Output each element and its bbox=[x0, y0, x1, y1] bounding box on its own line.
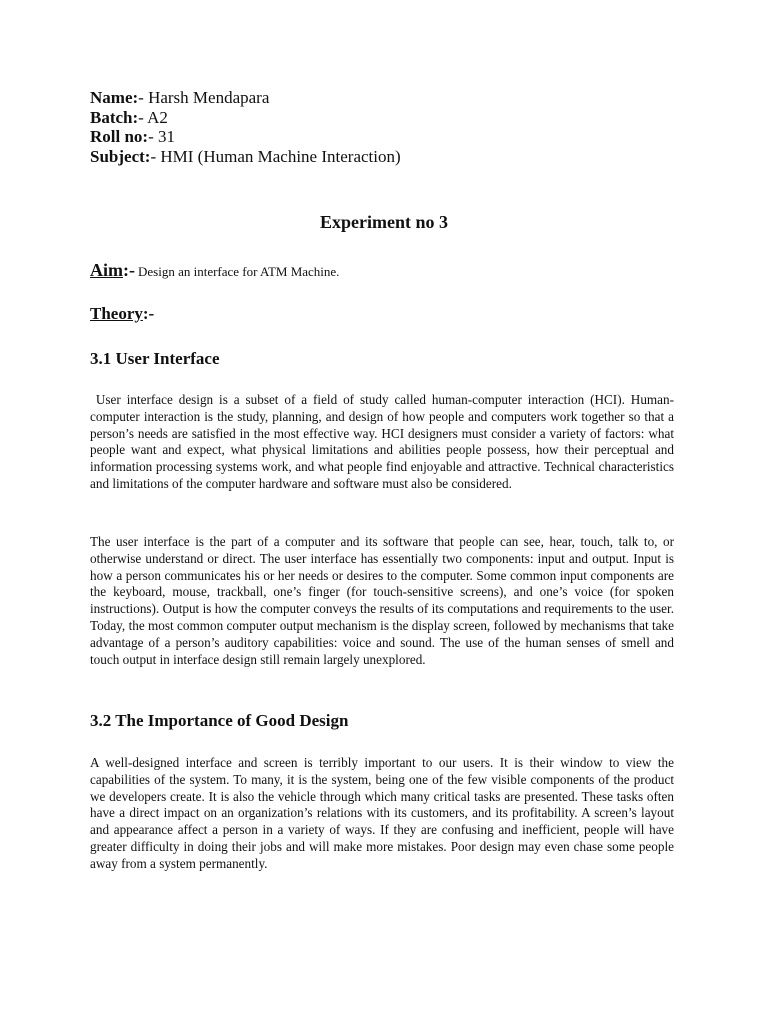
paragraph: A well-designed interface and screen is terribly important to our users. It is their window to view the capabilities of the system. To many, it is the system, being one of the few visible components of the product we developers create. It is also the vehicle through which many critical tasks are presented. These tasks often have a direct impact on an organization’s relations with its customers, and its profitability. A screen’s layout and appearance affect a person in a variety of ways. If they are confusing and inefficient, people will have greater difficulty in doing their jobs and will make more mistakes. Poor design may even chase some people away from a system permanently. bbox=[90, 755, 674, 871]
paragraph bbox=[90, 392, 674, 493]
aim-label: Aim bbox=[90, 260, 123, 280]
roll-line bbox=[90, 127, 590, 147]
student-info bbox=[90, 88, 590, 166]
theory-suffix: :- bbox=[142, 304, 155, 323]
name-value: - Harsh Mendapara bbox=[138, 88, 270, 107]
paragraph: The user interface is the part of a computer and its software that people can see, hear, touch, talk to, or otherwise understand or direct. The user interface has essentially two components: input and output. Input is how a person communicates his or her needs or desires to the computer. Some common input components are the keyboard, mouse, trackball, one’s finger (for touch-sensitive screens), and one’s voice (for spoken instructions). Output is how the computer conveys the results of its computations and requirements to the user. Today, the most common computer output mechanism is the display screen, followed by mechanisms that take advantage of a person’s auditory capabilities: voice and sound. The use of the human senses of smell and touch output in interface design still remain largely unexplored. bbox=[90, 534, 674, 667]
aim-line bbox=[90, 259, 339, 283]
name-label: Name: bbox=[90, 88, 139, 107]
batch-line bbox=[90, 108, 590, 128]
batch-label: Batch: bbox=[90, 107, 139, 127]
aim-text: Design an interface for ATM Machine. bbox=[138, 264, 340, 279]
theory-label: Theory bbox=[90, 304, 143, 323]
paragraph-text: User interface design is a subset of a field of study called human-computer interaction (HCI). Human-computer interaction is the study, planning, and design of how people and computers work together so that a person’s needs are satisfied in the most effective way. HCI designers must consider a variety of factors: what people want and expect, what physical limitations and abilities people possess, how their perceptual and information processing systems work, and what people find enjoyable and attractive. Technical characteristics and limitations of the computer hardware and software must also be considered. bbox=[90, 392, 675, 491]
section-heading: 3.1 User Interface bbox=[90, 349, 220, 368]
section-heading: 3.2 The Importance of Good Design bbox=[90, 711, 349, 730]
batch-value: - A2 bbox=[138, 107, 168, 127]
name-line bbox=[90, 88, 590, 108]
aim-colon: :- bbox=[123, 260, 135, 280]
subject-line bbox=[90, 147, 590, 167]
theory-heading bbox=[90, 303, 154, 325]
subject-value: - HMI (Human Machine Interaction) bbox=[150, 146, 401, 166]
document-title: Experiment no 3 bbox=[320, 212, 448, 232]
roll-value: - 31 bbox=[148, 127, 176, 146]
roll-label: Roll no: bbox=[90, 127, 149, 146]
subject-label: Subject: bbox=[90, 146, 151, 166]
